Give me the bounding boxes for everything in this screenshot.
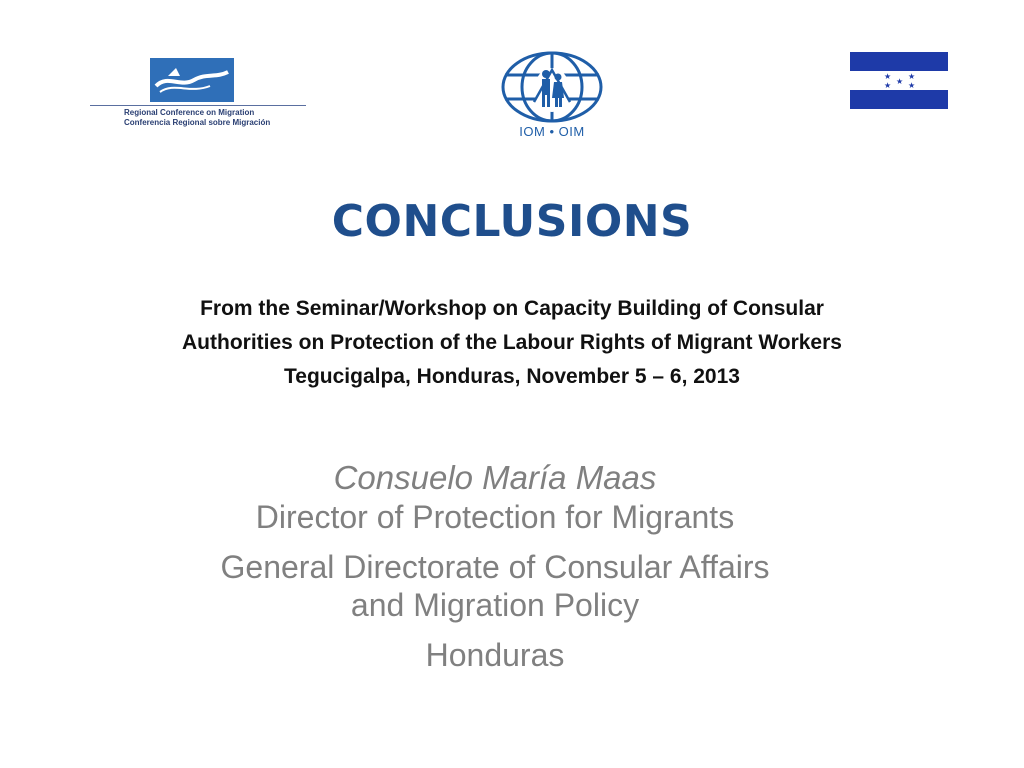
speaker-org-line-2: and Migration Policy: [350, 587, 640, 623]
speaker-country: Honduras: [425, 637, 565, 673]
speaker-name: Consuelo María Maas: [333, 459, 657, 496]
rcm-divider: [90, 105, 306, 106]
svg-text:★: ★: [908, 72, 916, 81]
svg-text:★: ★: [896, 77, 904, 86]
rcm-caption-es: Conferencia Regional sobre Migración: [124, 118, 271, 127]
subtitle-line-2: Authorities on Protection of the Labour Rights of Migrant Workers: [182, 331, 842, 354]
svg-text:★: ★: [884, 72, 892, 81]
svg-text:★: ★: [884, 81, 892, 90]
slide-title: CONCLUSIONS: [331, 196, 693, 247]
rcm-dove-mark-icon: [150, 58, 234, 102]
honduras-flag-icon: [850, 52, 948, 109]
iom-logo: [498, 50, 608, 144]
svg-text:★: ★: [908, 81, 916, 90]
subtitle-line-3: Tegucigalpa, Honduras, November 5 – 6, 2013: [284, 365, 740, 388]
speaker-org-line-1: General Directorate of Consular Affairs: [220, 549, 770, 585]
rcm-logo: [90, 56, 306, 132]
rcm-caption: [124, 108, 270, 128]
rcm-caption-en: Regional Conference on Migration: [124, 108, 255, 117]
iom-globe-icon: [500, 50, 604, 124]
event-subtitle: [60, 292, 964, 394]
speaker-block: [0, 458, 990, 674]
iom-label: IOM • OIM: [519, 124, 585, 139]
subtitle-line-1: From the Seminar/Workshop on Capacity Building of Consular: [200, 297, 824, 320]
speaker-role: Director of Protection for Migrants: [255, 499, 735, 535]
